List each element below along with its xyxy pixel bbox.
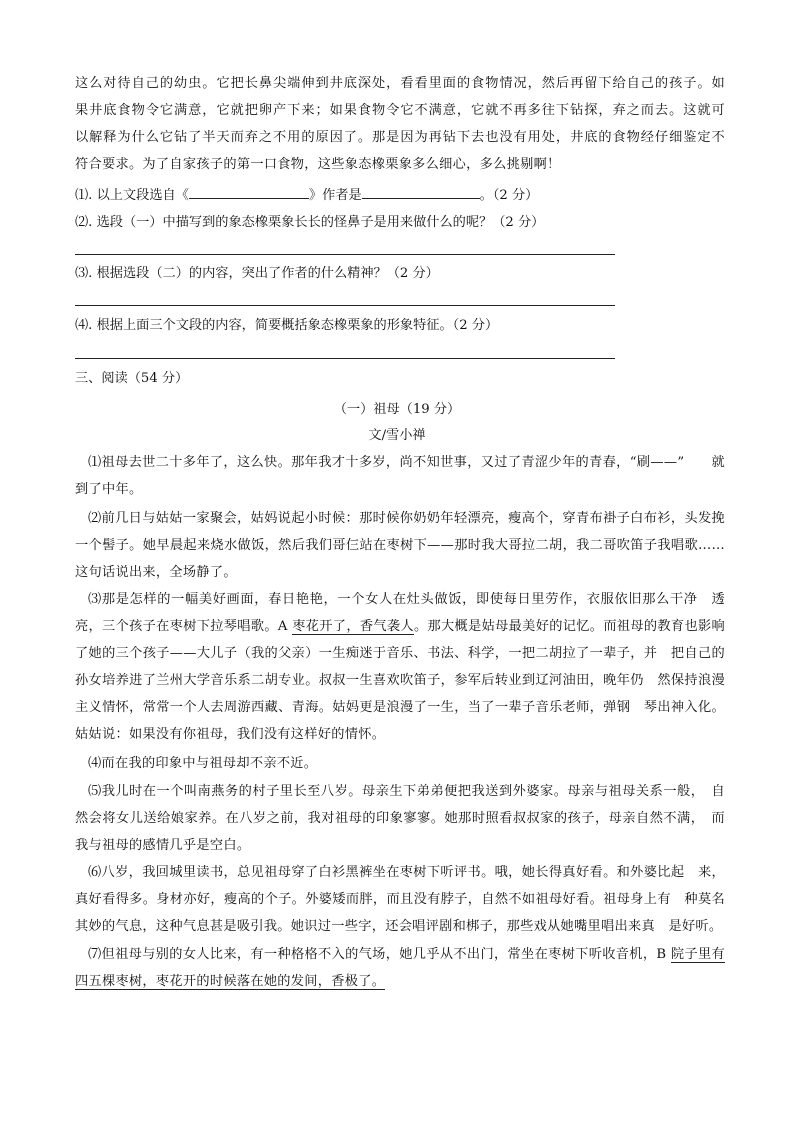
paragraph-5: ⑸我儿时在一个叫南燕务的村子里长至八岁。母亲生下弟弟便把我送到外婆家。母亲与祖母关系一般， 自然会将女儿送给娘家养。在八岁之前，我对祖母的印象寥寥。她那时照看叔叔家的孩子，母亲自然不满， 而我与祖母的感情几乎是空白。 <box>75 784 725 853</box>
question-4: ⑷. 根据上面三个文段的内容，简要概括象态橡栗象的形象特征。（2 分） <box>75 318 499 333</box>
reading-title: （一）祖母（19 分） <box>333 402 461 417</box>
paragraph-6: ⑹八岁，我回城里读书，总见祖母穿了白衫黑裤坐在枣树下听评书。哦，她长得真好看。和外婆比起 来，真好看得多。身材亦好，瘦高的个子。外婆矮而胖，而且没有脖子，自然不如祖母好看。祖母身上有 种莫名其妙的气息，这种气息甚是吸引我。她识过一些字，还会唱评剧和梆子，那些戏从她嘴里唱出来真 是好听。 <box>75 865 725 934</box>
paragraph-7 <box>75 941 725 995</box>
paragraph-7-part-a: ⑺但祖母与别的女人比来，有一种格格不入的气场，她几乎从不出门，常坐在枣树下听收音机，B <box>88 947 671 962</box>
answer-line-3[interactable] <box>75 305 615 306</box>
question-2: ⑵. 选段（一）中描写到的象态橡栗象长长的怪鼻子是用来做什么的呢？（2 分） <box>75 215 545 230</box>
passage-top: 这么对待自己的幼虫。它把长鼻尖端伸到井底深处，看看里面的食物情况，然后再留下给自己的孩子。如 果井底食物令它满意，它就把卵产下来；如果食物令它不满意，它就不再多往下钻探，弃之而去。这就可 以解释为什么它钻了半天而弃之不用的原因了。那是因为再钻下去也没有用处，井底的食物经仔细鉴定不 符合要求。为了自家孩子的第一口食物，这些象态橡栗象多么细心，多么挑剔啊！ <box>75 76 752 172</box>
section-heading: 三、阅读（54 分） <box>75 371 189 386</box>
paragraph-2: ⑵前几日与姑姑一家聚会，姑妈说起小时候：那时候你奶奶年轻漂亮，瘦高个，穿青布褂子白布衫，头发挽一个髻子。她早晨起来烧水做饭，然后我们哥仨站在枣树下——那时我大哥拉二胡，我二哥吹笛子我唱歌……这句话说出来，全场静了。 <box>75 511 725 580</box>
paragraph-4: ⑷而在我的印象中与祖母却不亲不近。 <box>88 756 318 771</box>
paragraph-1: ⑴祖母去世二十多年了，这么快。那年我才十多岁，尚不知世事，又过了青涩少年的青春，“刷——” 就到了中年。 <box>75 455 725 497</box>
underlined-sentence-b: 院子里有四五棵枣树，枣花开的时候落在她的发间，香极了。 <box>75 947 725 989</box>
question-1-part-c: 。（2 分） <box>479 188 539 203</box>
question-1-part-a: ⑴. 以上文段选自《 <box>75 188 189 203</box>
paragraph-3-part-b: 。那大概是姑母最美好的记忆。而祖母的教育也影响了她的三个孩子——大儿子（我的父亲）一生痴迷于音乐、书法、科学，一把二胡拉了一辈子，并 把自己的孙女培养进了兰州大学音乐系二胡专业。叔叔一生喜欢吹笛子，参军后转业到辽河油田，晚年仍 然保持浪漫主义情怀，常常一个人去周游西藏、青海。姑妈更是浪漫了一生，当了一辈子音乐老师，弹钢 琴出神入化。姑姑说：如果没有你祖母，我们没有这样好的情怀。 <box>75 619 725 742</box>
question-1 <box>75 184 538 207</box>
underlined-sentence-a: 枣花开了，香气袭人 <box>292 619 414 634</box>
paragraph-3 <box>75 586 725 748</box>
answer-blank-author[interactable] <box>362 184 480 199</box>
answer-line-4[interactable] <box>75 358 615 359</box>
paragraph-3-part-a: ⑶那是怎样的一幅美好画面，春日艳艳，一个女人在灶头做饭，即使每日里劳作，衣服依旧那么干净 透亮，三个孩子在枣树下拉琴唱歌。A <box>75 592 725 634</box>
answer-line-2[interactable] <box>75 254 615 255</box>
reading-author: 文/雪小禅 <box>368 428 426 443</box>
answer-blank-book[interactable] <box>189 184 309 199</box>
question-3: ⑶. 根据选段（二）的内容，突出了作者的什么精神？（2 分） <box>75 266 439 281</box>
question-1-part-b: 》作者是 <box>308 188 362 203</box>
